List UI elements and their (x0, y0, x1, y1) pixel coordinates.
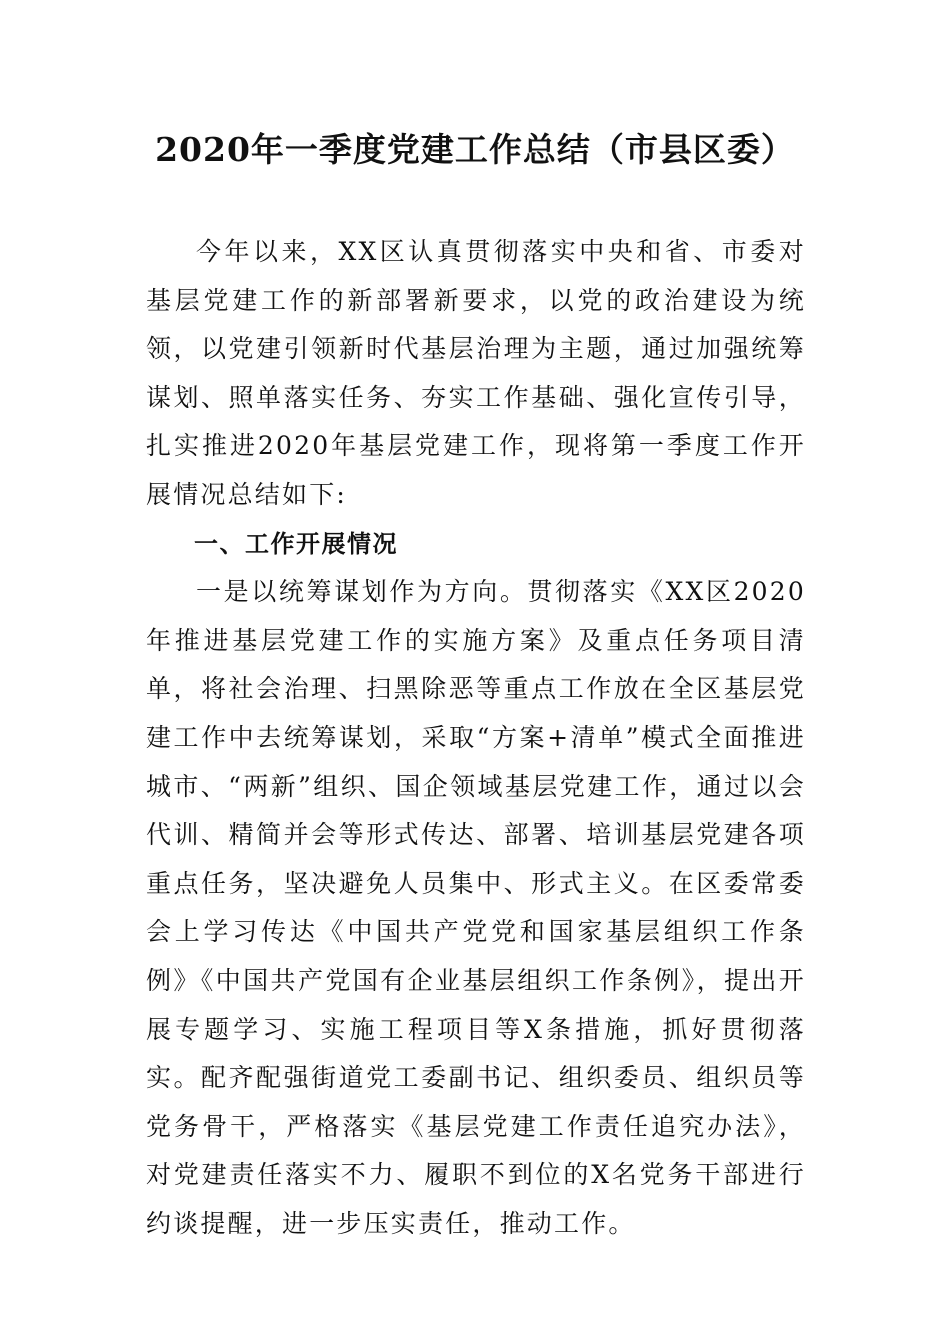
section-heading: 一、工作开展情况 (194, 529, 398, 558)
document-body (146, 228, 806, 1248)
body-paragraph: 一是以统筹谋划作为方向。贯彻落实《XX区2020年推进基层党建工作的实施方案》及重点任务项目清单，将社会治理、扫黑除恶等重点工作放在全区基层党建工作中去统筹谋划，采取“方案+清单”模式全面推进城市、“两新”组织、国企领域基层党建工作，通过以会代训、精简并会等形式传达、部署、培训基层党建各项重点任务，坚决避免人员集中、形式主义。在区委常委会上学习传达《中国共产党党和国家基层组织工作条例》《中国共产党国有企业基层组织工作条例》，提出开展专题学习、实施工程项目等X条措施，抓好贯彻落实。配齐配强街道党工委副书记、组织委员、组织员等党务骨干，严格落实《基层党建工作责任追究办法》，对党建责任落实不力、履职不到位的X名党务干部进行约谈提醒，进一步压实责任，推动工作。 (146, 577, 806, 1238)
document-title: 2020年一季度党建工作总结（市县区委） (155, 130, 795, 169)
intro-paragraph: 今年以来，XX区认真贯彻落实中央和省、市委对基层党建工作的新部署新要求，以党的政治建设为统领，以党建引领新时代基层治理为主题，通过加强统筹谋划、照单落实任务、夯实工作基础、强化宣传引导，扎实推进2020年基层党建工作，现将第一季度工作开展情况总结如下: (146, 237, 806, 509)
